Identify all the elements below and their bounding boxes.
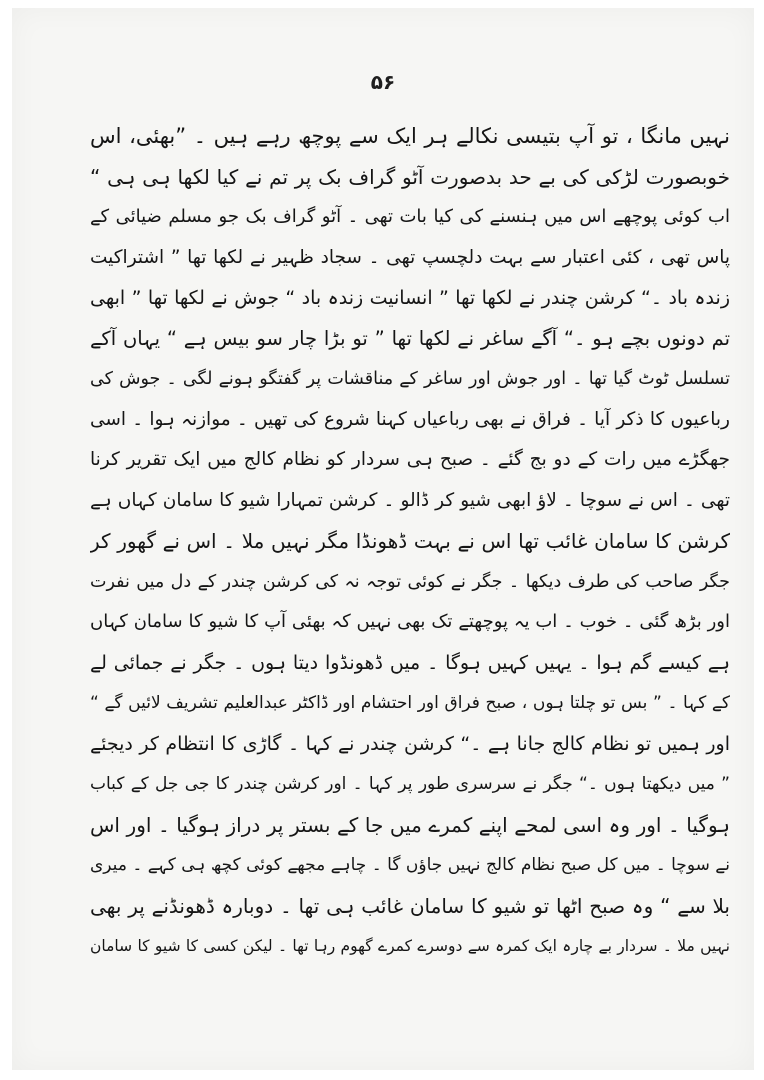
page-body-text bbox=[90, 116, 730, 967]
text-line: خوبصورت لڑکی کی بے حد بدصورت آٹو گراف بک پر تم نے کیا لکھا ہی ہی “ bbox=[90, 164, 730, 189]
text-line: جھگڑے میں رات کے دو بج گئے ۔ صبح ہی سردار کو نظام کالج میں ایک تقریر کرنا bbox=[90, 449, 730, 470]
text-line: ہے کیسے گم ہوا ۔ یہیں کہیں ہوگا ۔ میں ڈھونڈوا دیتا ہوں ۔ جگر نے جمائی لے bbox=[90, 651, 730, 674]
text-line: تم دونوں بچے ہو ۔“ آگے ساغر نے لکھا تھا ” تو بڑا چار سو بیس ہے “ یہاں آکے bbox=[90, 326, 730, 350]
text-line: اب کوئی پوچھے اس میں ہنسنے کی کیا بات تھی ۔ آٹو گراف بک جو مسلم ضیائی کے bbox=[90, 206, 730, 227]
text-line: پاس تھی ، کئی اعتبار سے بہت دلچسپ تھی ۔ سجاد ظہیر نے لکھا تھا ” اشتراکیت bbox=[90, 246, 730, 268]
text-line: تسلسل ٹوٹ گیا تھا ۔ اور جوش اور ساغر کے مناقشات پر گفتگو ہونے لگی ۔ جوش کی bbox=[90, 369, 730, 389]
page-number: ۵۶ bbox=[370, 70, 396, 94]
book-page bbox=[12, 8, 754, 1070]
text-line: نے سوچا ۔ میں کل صبح نظام کالج نہیں جاؤں گا ۔ چاہے مجھے کوئی کچھ ہی کہے ۔ میری bbox=[90, 855, 730, 875]
text-line: کے کہا ۔ ” بس تو چلتا ہوں ، صبح فراق اور احتشام اور ڈاکٹر عبدالعلیم تشریف لائیں گے “ bbox=[90, 693, 730, 713]
text-line: اور ہمیں تو نظام کالج جانا ہے ۔“ کرشن چندر نے کہا ۔ گاڑی کا انتظام کر دیجئے bbox=[90, 732, 730, 755]
text-line: اور بڑھ گئی ۔ خوب ۔ اب یہ پوچھتے تک بھی نہیں کہ بھئی آپ کا شیو کا سامان کہاں bbox=[90, 611, 730, 632]
text-line: زندہ باد ۔“ کرشن چندر نے لکھا تھا ” انسانیت زندہ باد “ جوش نے لکھا تھا ” ابھی bbox=[90, 287, 730, 309]
text-line: نہیں ملا ۔ سردار بے چارہ ایک کمرہ سے دوسرے کمرے گھوم رہا تھا ۔ لیکن کسی کا شیو کا سامان bbox=[90, 937, 730, 955]
text-line: رباعیوں کا ذکر آیا ۔ فراق نے بھی رباعیاں کہنا شروع کی تھیں ۔ موازنہ ہوا ۔ اسی bbox=[90, 408, 730, 430]
text-line: تھی ۔ اس نے سوچا ۔ لاؤ ابھی شیو کر ڈالو ۔ کرشن تمہارا شیو کا سامان کہاں ہے bbox=[90, 489, 730, 511]
text-line: کرشن کا سامان غائب تھا اس نے بہت ڈھونڈا مگر نہیں ملا ۔ اس نے گھور کر bbox=[90, 529, 730, 553]
text-line: جگر صاحب کی طرف دیکھا ۔ جگر نے کوئی توجہ نہ کی کرشن چندر کے دل میں نفرت bbox=[90, 571, 730, 592]
text-line: ہوگیا ۔ اور وہ اسی لمحے اپنے کمرے میں جا کے بستر پر دراز ہوگیا ۔ اور اس bbox=[90, 812, 730, 837]
text-line: ” میں دیکھتا ہوں ۔“ جگر نے سرسری طور پر کہا ۔ اور کرشن چندر کا جی جل کے کباب bbox=[90, 774, 730, 794]
text-line: بلا سے “ وہ صبح اٹھا تو شیو کا سامان غائب ہی تھا ۔ دوبارہ ڈھونڈنے پر بھی bbox=[90, 893, 730, 918]
text-line: نہیں مانگا ، تو آپ بتیسی نکالے ہر ایک سے پوچھ رہے ہیں ۔ ”بھئی، اس bbox=[90, 124, 730, 148]
